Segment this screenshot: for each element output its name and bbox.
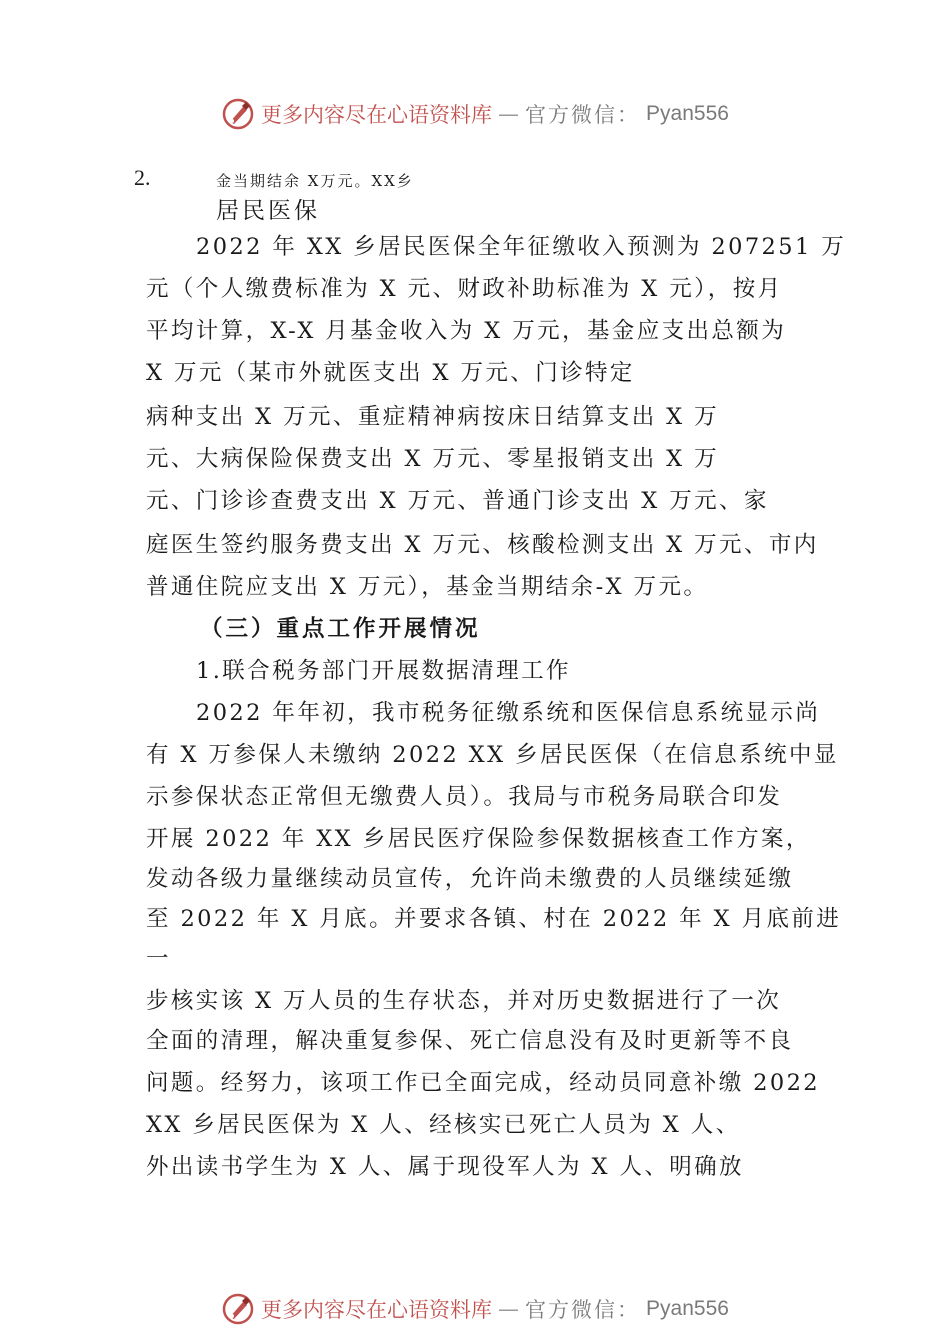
section-title: 居民医保 <box>216 198 320 224</box>
paragraph-line: X 万元（某市外就医支出 X 万元、门诊特定 <box>146 360 635 386</box>
paragraph-line: 2022 年 XX 乡居民医保全年征缴收入预测为 207251 万 <box>196 234 847 260</box>
paragraph-line: 有 X 万参保人未缴纳 2022 XX 乡居民医保（在信息系统中显 <box>146 742 839 768</box>
watermark-header <box>0 94 950 134</box>
item-heading: 1.联合税务部门开展数据清理工作 <box>196 658 571 684</box>
paragraph-line: 病种支出 X 万元、重症精神病按床日结算支出 X 万 <box>146 404 720 430</box>
watermark-separator: — <box>498 1297 520 1321</box>
subsection-heading: （三）重点工作开展情况 <box>200 616 481 642</box>
paragraph-line: XX 乡居民医保为 X 人、经核实已死亡人员为 X 人、 <box>146 1112 741 1138</box>
watermark-separator: — <box>498 102 520 126</box>
paragraph-line: 元、大病保险保费支出 X 万元、零星报销支出 X 万 <box>146 446 720 472</box>
paragraph-line: 至 2022 年 X 月底。并要求各镇、村在 2022 年 X 月底前进 <box>146 906 842 932</box>
watermark-brand: 更多内容尽在心语资料库 <box>261 1298 493 1322</box>
paragraph-line: 开展 2022 年 XX 乡居民医疗保险参保数据核查工作方案， <box>146 826 811 852</box>
paragraph-line: 平均计算，X-X 月基金收入为 X 万元，基金应支出总额为 <box>146 318 787 344</box>
paragraph-line: 2022 年年初，我市税务征缴系统和医保信息系统显示尚 <box>196 700 821 726</box>
paragraph-line: 外出读书学生为 X 人、属于现役军人为 X 人、明确放 <box>146 1154 744 1180</box>
watermark-wechat-label: 官方微信： <box>525 103 641 127</box>
watermark-wechat-label: 官方微信： <box>525 1298 641 1322</box>
watermark-footer <box>0 1289 950 1329</box>
paragraph-line: 发动各级力量继续动员宣传，允许尚未缴费的人员继续延缴 <box>146 866 794 892</box>
paragraph-line: 示参保状态正常但无缴费人员）。我局与市税务局联合印发 <box>146 784 783 810</box>
paragraph-line: 全面的清理，解决重复参保、死亡信息没有及时更新等不良 <box>146 1028 794 1054</box>
watermark-brand: 更多内容尽在心语资料库 <box>261 103 493 127</box>
pen-seal-icon <box>221 1292 255 1326</box>
watermark-wechat-id: Pyan556 <box>646 1297 729 1320</box>
paragraph-line: 步核实该 X 万人员的生存状态，并对历史数据进行了一次 <box>146 988 782 1014</box>
pen-seal-icon <box>221 97 255 131</box>
paragraph-line: 元、门诊诊查费支出 X 万元、普通门诊支出 X 万元、家 <box>146 488 769 514</box>
paragraph-line: 一 <box>146 946 171 972</box>
paragraph-line: 问题。经努力，该项工作已全面完成，经动员同意补缴 2022 <box>146 1070 821 1096</box>
watermark-wechat-id: Pyan556 <box>646 102 729 125</box>
paragraph-line: 普通住院应支出 X 万元），基金当期结余-X 万元。 <box>146 574 709 600</box>
small-text-line: 金当期结余 X万元。XX乡 <box>216 172 414 190</box>
paragraph-line: 庭医生签约服务费支出 X 万元、核酸检测支出 X 万元、市内 <box>146 532 819 558</box>
paragraph-line: 元（个人缴费标准为 X 元、财政补助标准为 X 元），按月 <box>146 276 783 302</box>
list-number: 2. <box>134 165 151 190</box>
